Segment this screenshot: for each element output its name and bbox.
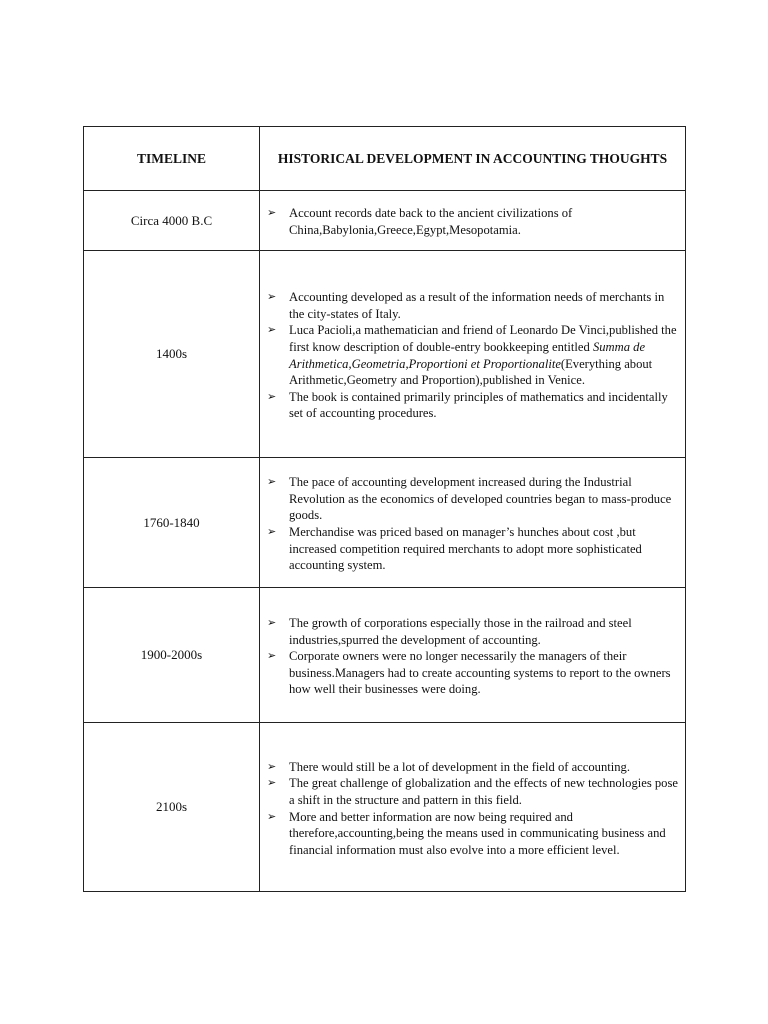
period-cell: 1400s — [84, 251, 260, 458]
bullet-list — [260, 471, 685, 574]
arrow-bullet-icon: ➢ — [267, 760, 277, 773]
bullet-list — [260, 286, 685, 422]
period-cell: 1900-2000s — [84, 588, 260, 723]
bullet-item — [267, 205, 679, 238]
arrow-bullet-icon: ➢ — [267, 390, 277, 403]
events-cell — [260, 251, 686, 458]
bullet-text: Merchandise was priced based on manager’s hunches about cost ,but increased competition required merchants to adopt more sophisticated accounting system. — [289, 525, 642, 573]
header-row — [84, 127, 686, 191]
bullet-item — [267, 322, 679, 388]
bullet-list — [260, 612, 685, 698]
bullet-text: The book is contained primarily principles of mathematics and incidentally set of accounting procedures. — [289, 389, 668, 421]
table-row — [84, 588, 686, 723]
bullet-list — [260, 756, 685, 859]
bullet-text: More and better information are now being required and therefore,accounting,being the means used in communicating business and financial information must also evolve into a more efficient level. — [289, 809, 666, 857]
bullet-text: Account records date back to the ancient civilizations of China,Babylonia,Greece,Egypt,Mesopotamia. — [289, 206, 573, 237]
arrow-bullet-icon: ➢ — [267, 291, 277, 304]
events-cell — [260, 588, 686, 723]
table-row — [84, 723, 686, 892]
bullet-list — [260, 202, 685, 238]
events-cell — [260, 723, 686, 892]
table-row — [84, 191, 686, 251]
header-timeline: TIMELINE — [84, 127, 260, 191]
book-title: Summa de Arithmetica,Geometria,Proportioni et Proportionalite — [289, 339, 646, 371]
bullet-text: There would still be a lot of development in the field of accounting. — [289, 759, 630, 774]
table-row — [84, 458, 686, 588]
period-cell: 2100s — [84, 723, 260, 892]
events-cell — [260, 191, 686, 251]
bullet-text: The great challenge of globalization and the effects of new technologies pose a shift in the structure and pattern in this field. — [289, 776, 678, 807]
arrow-bullet-icon: ➢ — [267, 476, 277, 489]
bullet-text: The growth of corporations especially those in the railroad and steel industries,spurred the development of accounting. — [289, 616, 632, 647]
events-cell — [260, 458, 686, 588]
bullet-item — [267, 524, 679, 574]
arrow-bullet-icon: ➢ — [267, 526, 277, 538]
bullet-text: The pace of accounting development increased during the Industrial Revolution as the economics of developed countries began to mass-produce goods. — [289, 475, 672, 523]
period-cell: Circa 4000 B.C — [84, 191, 260, 251]
bullet-text: (Everything about Arithmetic,Geometry and Proportion),published in Venice. — [289, 356, 653, 388]
arrow-bullet-icon: ➢ — [267, 324, 277, 337]
bullet-item — [267, 389, 679, 422]
table-row — [84, 251, 686, 458]
bullet-item — [267, 775, 679, 808]
arrow-bullet-icon: ➢ — [267, 777, 277, 790]
bullet-text: Accounting developed as a result of the information needs of merchants in the city-states of Italy. — [289, 290, 665, 321]
arrow-bullet-icon: ➢ — [267, 650, 277, 663]
bullet-item — [267, 648, 679, 698]
period-cell: 1760-1840 — [84, 458, 260, 588]
bullet-item — [267, 474, 679, 524]
bullet-item — [267, 759, 679, 776]
bullet-item — [267, 615, 679, 648]
bullet-item — [267, 289, 679, 322]
arrow-bullet-icon: ➢ — [267, 810, 277, 823]
bullet-text: Corporate owners were no longer necessarily the managers of their business.Managers had to create accounting systems to report to the owners how well their businesses were doing. — [289, 649, 671, 697]
bullet-item — [267, 809, 679, 859]
arrow-bullet-icon: ➢ — [267, 207, 277, 220]
arrow-bullet-icon: ➢ — [267, 617, 277, 630]
timeline-table — [83, 126, 686, 892]
header-historical-development: HISTORICAL DEVELOPMENT IN ACCOUNTING THOUGHTS — [260, 127, 686, 191]
bullet-text: Luca Pacioli,a mathematician and friend of Leonardo De Vinci,published the first know description of double-entry bookkeeping entitled — [289, 323, 677, 354]
